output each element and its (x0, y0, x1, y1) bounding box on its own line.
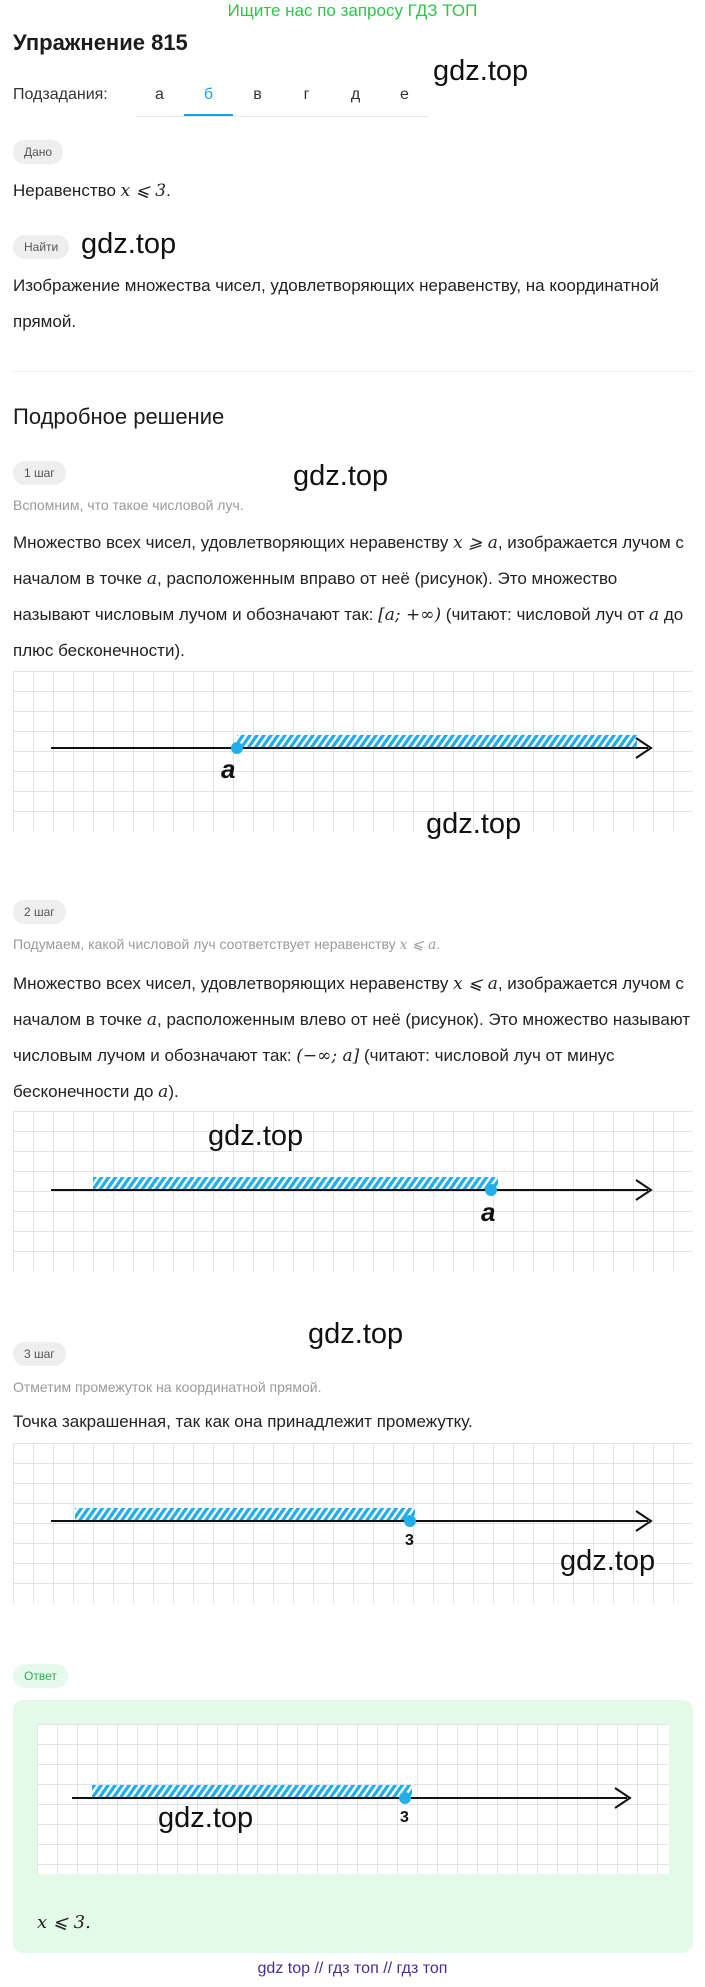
page-title: Упражнение 815 (13, 30, 188, 55)
watermark: gdz.top (560, 1545, 656, 1577)
step-2-text-part: , расположенным влево от неё (рисунок). Это множество называют числовым лучом и обозначают так: (13, 1010, 690, 1065)
step-1-text-part: до плюс бесконечности). (13, 605, 684, 660)
figure-number-ray-1 (13, 671, 693, 831)
step-1-math: x ⩾ a (453, 533, 498, 553)
step-1-text-part: , расположенным вправо от неё (рисунок). Это множество называют числовым лучом и обозначают так: (13, 569, 618, 624)
watermark: gdz.top (293, 460, 389, 492)
promo-banner[interactable]: Ищите нас по запросу ГДЗ ТОП (227, 1, 478, 20)
given-chip: Дано (13, 140, 63, 164)
step-2-text-part: Множество всех чисел, удовлетворяющих неравенству (13, 974, 454, 993)
subtask-tab-a[interactable]: а (155, 86, 164, 103)
step-2-text (13, 966, 693, 1110)
footer-links[interactable]: gdz top // гдз топ // гдз топ (257, 1960, 448, 1977)
given-text (13, 173, 693, 209)
step-2-math: (−∞; a] (296, 1046, 360, 1066)
answer-figure (37, 1724, 669, 1874)
subtask-tab-g[interactable]: г (303, 86, 310, 103)
point-label: a (481, 1197, 496, 1227)
step-2-chip: 2 шаг (13, 900, 66, 924)
watermark: gdz.top (158, 1802, 254, 1834)
answer-chip: Ответ (13, 1664, 68, 1688)
hatch-region (237, 735, 637, 747)
step-2-math: a (158, 1082, 169, 1102)
step-1-text-part: , изображается лучом с началом в точке (13, 533, 684, 588)
step-1-math: a (146, 569, 157, 589)
given-text-prefix: Неравенство (13, 181, 121, 200)
watermark: gdz.top (433, 55, 529, 87)
step-3-hint: Отметим промежуток на координатной прямой. (13, 1379, 322, 1395)
subtasks-tabs (135, 74, 429, 117)
step-1-text (13, 525, 693, 669)
step-2-math: x ⩽ a (453, 974, 498, 994)
solution-title: Подробное решение (13, 404, 225, 429)
hatch-region (93, 1177, 498, 1189)
find-text: Изображение множества чисел, удовлетворяющих неравенству, на координатной прямой. (13, 276, 659, 331)
given-math: x ⩽ 3 (120, 181, 167, 201)
step-1-chip: 1 шаг (13, 461, 66, 485)
subtask-tab-e[interactable]: е (400, 86, 409, 103)
section-divider (13, 371, 693, 372)
subtask-tab-v[interactable]: в (253, 86, 262, 103)
step-1-hint: Вспомним, что такое числовой луч. (13, 497, 244, 513)
watermark: gdz.top (81, 228, 177, 260)
ray-point (231, 742, 243, 754)
find-chip: Найти (13, 235, 69, 259)
point-label: a (221, 754, 236, 784)
step-1-math: [a; +∞) (378, 605, 442, 625)
step-2-text-part: ). (168, 1082, 179, 1101)
step-3-text: Точка закрашенная, так как она принадлежит промежутку. (13, 1412, 473, 1431)
point-label: 3 (400, 1809, 409, 1826)
subtasks-label: Подзадания: (13, 86, 108, 103)
ray-point (485, 1184, 497, 1196)
line-point (404, 1515, 416, 1527)
subtask-tab-b[interactable]: б (184, 74, 233, 116)
step-2-hint-text: Подумаем, какой числовой луч соответствует неравенству (13, 936, 400, 952)
watermark: gdz.top (308, 1318, 404, 1350)
given-text-suffix: . (166, 181, 171, 200)
point-label: 3 (405, 1532, 414, 1549)
hatch-region (92, 1785, 412, 1797)
step-2-hint-math: x ⩽ a (399, 937, 437, 953)
step-2-hint-text: . (436, 936, 441, 952)
figure-number-line-3 (13, 1443, 693, 1603)
watermark: gdz.top (426, 808, 522, 840)
subtask-tab-d[interactable]: д (350, 86, 361, 103)
figure-number-ray-2 (13, 1111, 693, 1271)
answer-math: x ⩽ 3. (37, 1912, 91, 1933)
line-point (399, 1792, 411, 1804)
step-2-math: a (146, 1010, 157, 1030)
step-2-hint (13, 936, 440, 953)
step-2-text-part: (читают: числовой луч от минус бесконечности до (13, 1046, 615, 1101)
step-1-text-part: (читают: числовой луч от (441, 605, 649, 624)
step-1-math: a (649, 605, 660, 625)
watermark: gdz.top (208, 1120, 304, 1152)
hatch-region (75, 1508, 415, 1520)
step-3-chip: 3 шаг (13, 1342, 66, 1366)
answer-box (13, 1700, 693, 1953)
step-2-text-part: , изображается лучом с началом в точке (13, 974, 684, 1029)
step-1-text-part: Множество всех чисел, удовлетворяющих неравенству (13, 533, 454, 552)
